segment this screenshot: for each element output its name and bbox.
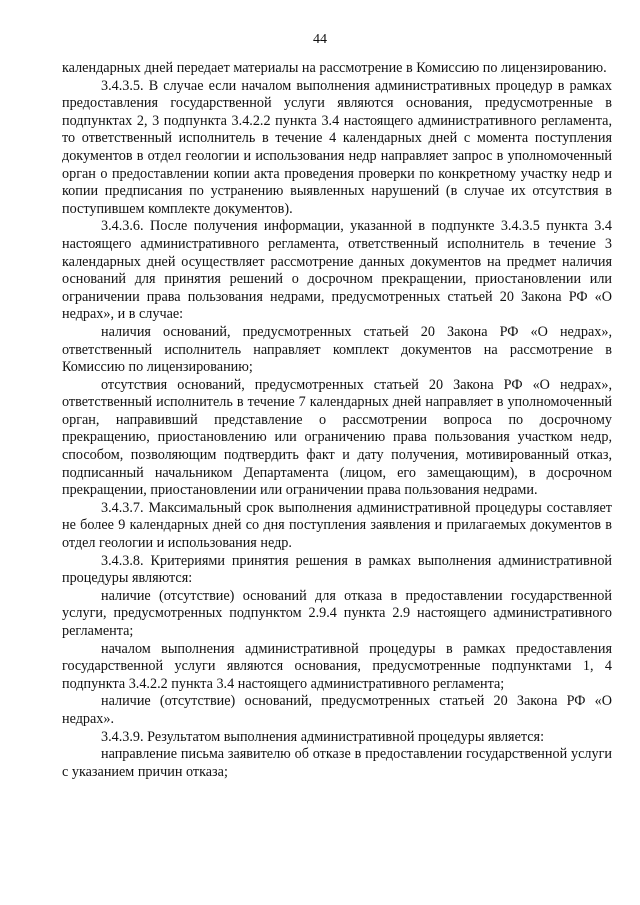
paragraph-3-4-3-5: 3.4.3.5. В случае если началом выполнения административных процедур в рамках предоставления государственной услуги являются основания, предусмотренные в подпунктах 2, 3 подпункта 3.4.2.2 пункта 3.4 настоящего административного регламента, то ответственный исполнитель в течение 4 календарных дней с момента поступления документов в отдел геологии и использования недр направляет запрос в уполномоченный орган о предоставлении копии акта проведения проверки по конкретному участку недр и копии предписания по устранению выявленных нарушений (в случае их отсутствия в поступившем комплекте документов). [62, 77, 612, 217]
paragraph-3-4-3-8: 3.4.3.8. Критериями принятия решения в рамках выполнения административной процедуры являются: [62, 552, 612, 587]
paragraph-case-grounds-present: наличия оснований, предусмотренных статьей 20 Закона РФ «О недрах», ответственный исполнитель направляет комплект документов на рассмотрение в Комиссию по лицензированию; [62, 323, 612, 376]
paragraph-criterion-1: наличие (отсутствие) оснований для отказа в предоставлении государственной услуги, предусмотренных подпунктом 2.9.4 пункта 2.9 настоящего административного регламента; [62, 587, 612, 639]
paragraph-3-4-3-7: 3.4.3.7. Максимальный срок выполнения административной процедуры составляет не более 9 календарных дней со дня поступления заявления и прилагаемых документов в отдел геологии и использования недр. [62, 499, 612, 552]
paragraph-3-4-3-9: 3.4.3.9. Результатом выполнения административной процедуры является: [101, 728, 545, 745]
paragraph-continuation: календарных дней передает материалы на рассмотрение в Комиссию по лицензированию. [62, 60, 607, 76]
paragraph-case-grounds-absent: отсутствия оснований, предусмотренных статьей 20 Закона РФ «О недрах», ответственный исполнитель в течение 7 календарных дней направляет в уполномоченный орган, направивший представление о рассмотрении вопроса по досрочному прекращению, приостановлению или ограничению права пользования участком недр, способом, позволяющим подтвердить факт и дату получения, мотивированный отказ, подписанный начальником Департамента (лицом, его замещающим), в досрочном прекращении, приостановлении или ограничении права пользования недрами. [62, 376, 612, 499]
paragraph-criterion-3: наличие (отсутствие) оснований, предусмотренных статьей 20 Закона РФ «О недрах». [62, 693, 612, 727]
paragraph-3-4-3-6: 3.4.3.6. После получения информации, указанной в подпункте 3.4.3.5 пункта 3.4 настоящего административного регламента, ответственный исполнитель в течение 3 календарных дней осуществляет рассмотрение данных документов на предмет наличия оснований для принятия решений о досрочном прекращении, приостановлении или ограничении права пользования недрами, предусмотренных статьей 20 Закона РФ «О недрах», и в случае: [62, 218, 612, 323]
document-body [62, 60, 612, 781]
paragraph-result-1: направление письма заявителю об отказе в предоставлении государственной услуги с указанием причин отказа; [62, 746, 612, 780]
paragraph-criterion-2: началом выполнения административной процедуры в рамках предоставления государственной услуги являются основания, предусмотренные подпунктами 1, 4 подпункта 3.4.2.2 пункта 3.4 настоящего административного регламента; [62, 640, 612, 692]
page-number: 44 [313, 32, 327, 47]
